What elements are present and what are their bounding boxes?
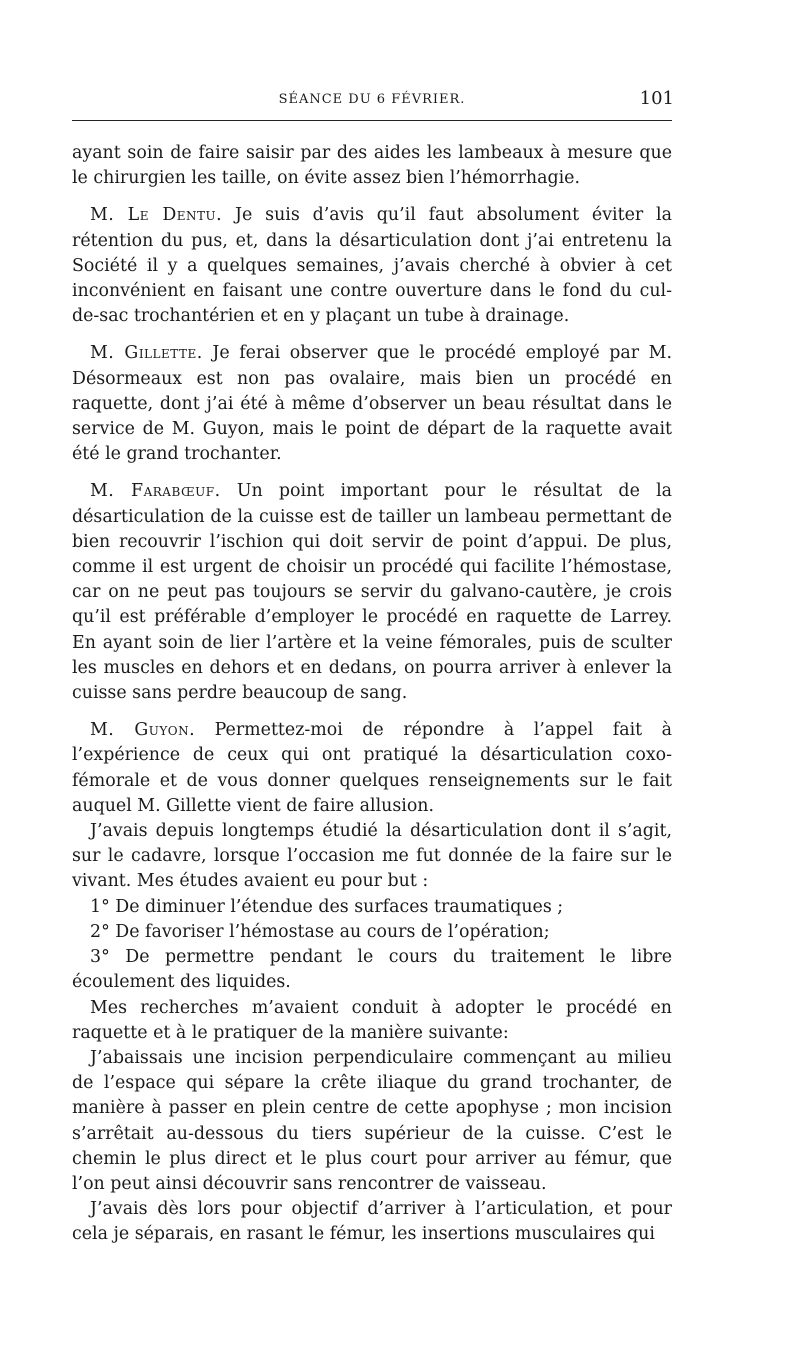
paragraph-text: Mes recherches m’avaient conduit à adopter le procédé en raquette et à le pratiquer de la manière suivante: bbox=[72, 997, 672, 1043]
list-item-text: 3° De permettre pendant le cours du traitement le libre écoulement des liquides. bbox=[72, 947, 672, 993]
paragraph-text: J’avais dès lors pour objectif d’arriver à l’articulation, et pour cela je séparais, en rasant le fémur, les insertions musculaires qui bbox=[72, 1199, 672, 1245]
list-item bbox=[72, 920, 672, 945]
list-item bbox=[72, 895, 672, 920]
paragraph bbox=[72, 819, 672, 895]
paragraph bbox=[72, 341, 672, 467]
running-title: SÉANCE DU 6 FÉVRIER. bbox=[278, 92, 466, 107]
paragraph bbox=[72, 1046, 672, 1197]
list-item-text: 1° De diminuer l’étendue des surfaces traumatiques ; bbox=[90, 896, 564, 917]
paragraph bbox=[72, 479, 672, 706]
paragraph-text: Permettez-moi de répondre à l’appel fait à l’expérience de ceux qui ont pratiqué la désarticulation coxo-fémorale et de vous donner quelques renseignements sur le fait auquel M. Gillette vient de faire allusion. bbox=[72, 720, 673, 816]
running-head bbox=[72, 88, 672, 114]
paragraph-text: J’abaissais une incision perpendiculaire commençant au milieu de l’espace qui sépare la crête iliaque du grand trochanter, de manière à passer en plein centre de cette apophyse ; mon incision s’arrêtait au-dessous du tiers supérieur de la cuisse. C’est le chemin le plus direct et le plus court pour arriver au fémur, que l’on peut ainsi découvrir sans rencontrer de vaisseau. bbox=[72, 1047, 672, 1194]
speaker-name: M. Guyon. bbox=[90, 720, 196, 741]
paragraph bbox=[72, 996, 672, 1046]
header-rule bbox=[72, 120, 672, 121]
paragraph-text: J’avais depuis longtemps étudié la désarticulation dont il s’agit, sur le cadavre, lorsque l’occasion me fut donnée de la faire sur le vivant. Mes études avaient eu pour but : bbox=[72, 821, 672, 892]
body-text bbox=[72, 141, 672, 1248]
paragraph bbox=[72, 141, 672, 191]
paragraph-text: ayant soin de faire saisir par des aides les lambeaux à mesure que le chirurgien les taille, on évite assez bien l’hémorrhagie. bbox=[72, 143, 672, 189]
paragraph bbox=[72, 1197, 672, 1247]
list-item bbox=[72, 945, 672, 995]
paragraph bbox=[72, 203, 672, 329]
speaker-name: M. Le Dentu. bbox=[90, 205, 223, 226]
speaker-name: M. Farabœuf. bbox=[90, 481, 221, 502]
paragraph-text: Je ferai observer que le procédé employé par M. Désormeaux est non pas ovalaire, mais bien un procédé en raquette, dont j’ai été à même d’observer un beau résultat dans le service de M. Guyon, mais le point de départ de la raquette avait été le grand trochanter. bbox=[72, 343, 672, 465]
paragraph-text: Je suis d’avis qu’il faut absolument éviter la rétention du pus, et, dans la désarticulation dont j’ai entretenu la Société il y a quelques semaines, j’avais cherché à obvier à cet inconvénient en faisant une contre ouverture dans le fond du cul-de-sac trochantérien et en y plaçant un tube à drainage. bbox=[72, 205, 672, 327]
paragraph bbox=[72, 718, 672, 819]
speaker-name: M. Gillette. bbox=[90, 343, 203, 364]
paragraph-text: Un point important pour le résultat de la désarticulation de la cuisse est de tailler un lambeau permettant de bien recouvrir l’ischion qui doit servir de point d’appui. De plus, comme il est urgent de choisir un procédé qui facilite l’hémostase, car on ne peut pas toujours se servir du galvano-cautère, je crois qu’il est préférable d’employer le procédé en raquette de Larrey. En ayant soin de lier l’artère et la veine fémorales, puis de sculter les muscles en dehors et en dedans, on pourra arriver à enlever la cuisse sans perdre beaucoup de sang. bbox=[72, 481, 672, 704]
page-number: 101 bbox=[639, 88, 674, 109]
list-item-text: 2° De favoriser l’hémostase au cours de l’opération; bbox=[90, 921, 550, 942]
book-page bbox=[72, 88, 672, 1248]
